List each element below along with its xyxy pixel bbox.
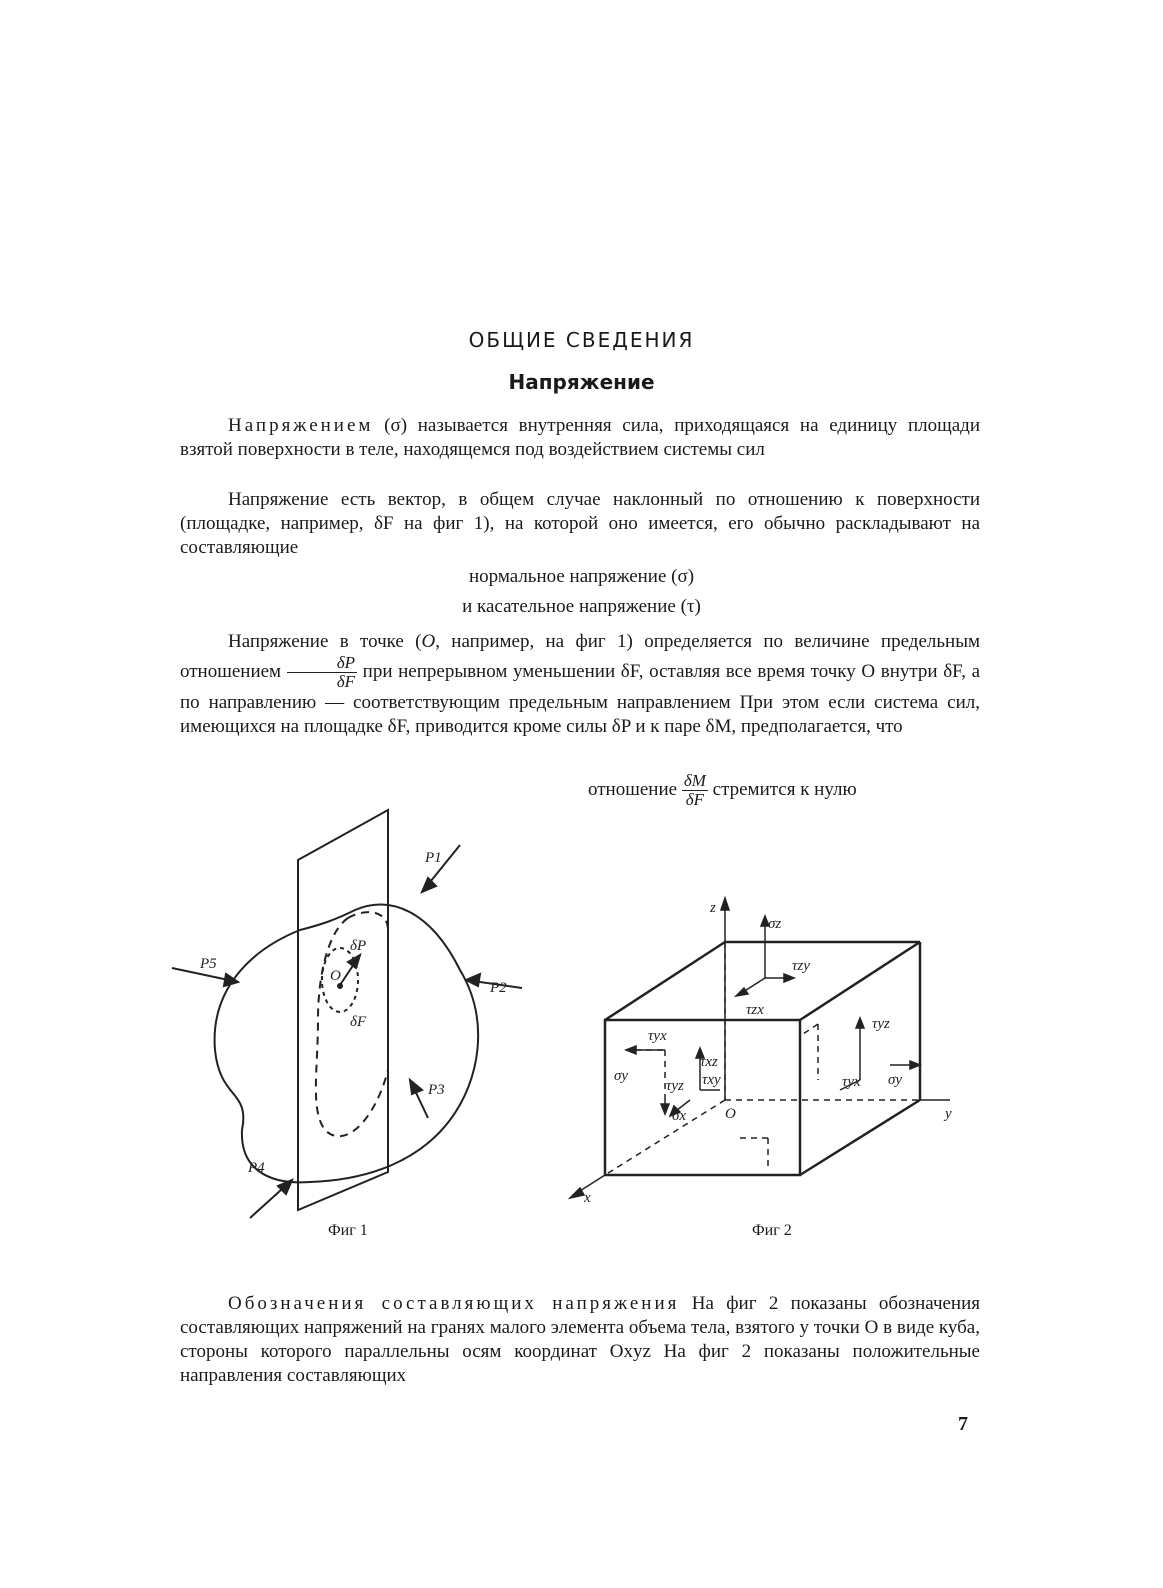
fraction-dp-df (287, 654, 357, 691)
paragraph-point-stress (180, 630, 980, 739)
label-tau-yx: τyx (648, 1028, 667, 1044)
text-fragment: , например, на фиг 1) определяется по величине предельным отношением (180, 631, 980, 682)
term-stress: Напряжением (228, 415, 374, 436)
section-title: ОБЩИЕ СВЕДЕНИЯ (468, 328, 695, 352)
label-tau-yz: τyz (666, 1078, 684, 1094)
label-sigma-z: σz (768, 916, 782, 932)
subheading: Напряжение (508, 370, 655, 394)
fig2-caption: Фиг 2 (752, 1222, 792, 1239)
paragraph-definition (180, 414, 980, 462)
fraction-denominator: δF (336, 672, 356, 691)
figure-2 (560, 890, 980, 1210)
label-tau-zx: τzx (746, 1002, 764, 1018)
label-p5: P5 (200, 956, 217, 972)
label-df: δF (350, 1014, 367, 1030)
fraction-denominator: δF (685, 790, 704, 809)
label-tau-xy: τxy (702, 1072, 721, 1088)
label-o: O (330, 968, 341, 984)
label-dp: δP (350, 938, 367, 954)
body-outline (215, 905, 479, 1183)
figure-1 (160, 800, 550, 1220)
stress-symbol: (σ) (384, 415, 408, 436)
fraction-numerator: δP (287, 654, 357, 673)
fig1-caption: Фиг 1 (328, 1222, 368, 1239)
definition-text: называется внутренняя сила, приходящаяся на единицу площади взятой поверхности в теле, находящемся под воздействием системы сил (180, 415, 981, 460)
label-p3: P3 (428, 1082, 445, 1098)
line-normal-stress: нормальное напряжение (σ) (468, 566, 695, 587)
paragraph-notation (180, 1292, 980, 1388)
label-tau-xz: τxz (700, 1054, 718, 1070)
label-p4: P4 (248, 1160, 265, 1176)
label-p1: P1 (425, 850, 442, 866)
text-fragment: Напряжение в точке ( (228, 631, 422, 652)
label-p2: P2 (490, 980, 507, 996)
label-sigma-y-right: σy (888, 1072, 903, 1088)
label-sigma-x: σx (672, 1108, 687, 1124)
origin-label: O (725, 1106, 736, 1122)
axis-y-label: y (945, 1106, 952, 1122)
text-fragment: при непрерывном уменьшении δF, оставляя все время точку O внутри δF, а по направлению — соответствующим предельным направлением При этом если система сил, имеющихся на площадке δF, приводится кроме силы δP и к паре δM, предполагается, что (180, 660, 981, 737)
axis-x-label: x (584, 1190, 591, 1206)
label-tau-yz-right: τyz (872, 1016, 890, 1032)
fraction-dm-df (682, 772, 708, 809)
point-o: O (421, 631, 436, 652)
paragraph-vector: Напряжение есть вектор, в общем случае наклонный по отношению к поверхности (площадке, например, δF на фиг 1), на которой оно имеется, его обычно раскладывают на составляющие (180, 489, 980, 558)
ratio-line (588, 772, 857, 809)
label-tau-zy: τzy (792, 958, 810, 974)
term-notation: Обозначения составляющих напряжения (228, 1293, 680, 1314)
cube-front-face (605, 1020, 800, 1175)
text-fragment: стремится к нулю (712, 778, 857, 800)
text-fragment: отношение (588, 778, 678, 800)
line-shear-stress: и касательное напряжение (τ) (462, 596, 701, 617)
cutting-plane (298, 810, 388, 1210)
page-number: 7 (958, 1413, 968, 1435)
fraction-numerator: δM (683, 771, 706, 790)
axis-z-label: z (710, 900, 716, 916)
notation-text: На фиг 2 показаны обозначения составляющих напряжений на гранях малого элемента объема тела, взятого у точки O в виде куба, стороны которого параллельны осям координат Oxyz На фиг 2 показаны положительные направления составляющих (180, 1293, 981, 1386)
label-sigma-y: σy (614, 1068, 629, 1084)
label-tau-yx-right: τyx (842, 1074, 861, 1090)
